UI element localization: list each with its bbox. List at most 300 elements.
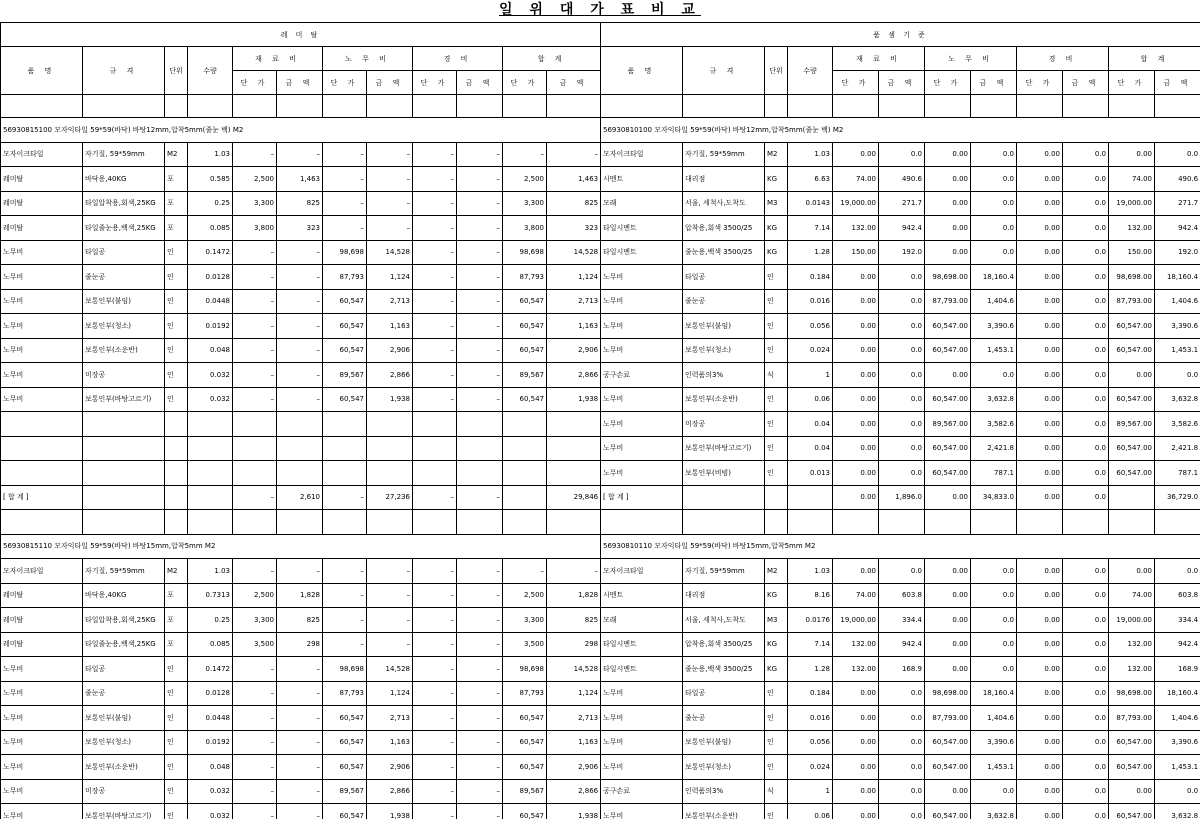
table-cell <box>323 461 367 486</box>
table-cell: 98,698.00 <box>925 681 971 706</box>
blank-cell <box>165 510 188 535</box>
table-row <box>1 216 601 241</box>
table-cell: 0.00 <box>833 142 879 167</box>
table-cell: 0.00 <box>925 632 971 657</box>
table-cell: 0.0 <box>971 559 1017 584</box>
table-cell: 노무비 <box>1 314 83 339</box>
table-cell: 0.00 <box>925 363 971 388</box>
table-cell: 87,793.00 <box>925 289 971 314</box>
table-cell: 인 <box>765 289 788 314</box>
table-cell: 0.0 <box>1063 436 1109 461</box>
blank-row <box>1 95 601 118</box>
table-cell: 0.00 <box>1017 632 1063 657</box>
table-cell: 942.4 <box>1155 216 1200 241</box>
table-cell: 0.024 <box>788 338 833 363</box>
table-cell: – <box>457 289 503 314</box>
table-cell: 14,528 <box>367 240 413 265</box>
table-cell: 인 <box>165 338 188 363</box>
table-cell: 0.0 <box>1063 559 1109 584</box>
table-cell: 0.0 <box>879 363 925 388</box>
table-cell: 1,828 <box>547 583 601 608</box>
table-cell: 0.00 <box>1109 559 1155 584</box>
table-cell: – <box>277 265 323 290</box>
table-cell: 0.0 <box>879 779 925 804</box>
table-cell: 89,567 <box>323 779 367 804</box>
right-cost-table <box>600 22 1200 819</box>
table-cell: – <box>457 142 503 167</box>
table-cell: KG <box>765 240 788 265</box>
blank-cell <box>765 510 788 535</box>
table-cell <box>457 461 503 486</box>
header-qty: 수량 <box>188 47 233 95</box>
table-cell: M3 <box>765 191 788 216</box>
blank-cell <box>83 510 165 535</box>
table-cell: 87,793 <box>503 681 547 706</box>
table-cell: 0.085 <box>188 216 233 241</box>
blank-cell <box>503 510 547 535</box>
table-cell: – <box>457 191 503 216</box>
table-row <box>601 191 1200 216</box>
table-cell: 타일시멘트 <box>601 657 683 682</box>
blank-cell <box>547 510 601 535</box>
table-cell: – <box>457 583 503 608</box>
table-cell: 0.0 <box>971 657 1017 682</box>
table-cell: 줄눈용,백색 3500/25 <box>683 657 765 682</box>
table-cell: 334.4 <box>1155 608 1200 633</box>
total-cell <box>788 485 833 510</box>
table-cell: 0.00 <box>1017 363 1063 388</box>
table-cell: 레미탈 <box>1 167 83 192</box>
table-cell: 0.25 <box>188 191 233 216</box>
table-cell <box>188 461 233 486</box>
table-cell: – <box>413 559 457 584</box>
table-cell: 0.0 <box>879 436 925 461</box>
table-cell: 0.00 <box>1017 730 1063 755</box>
total-cell: 0.00 <box>925 485 971 510</box>
table-cell: 노무비 <box>1 657 83 682</box>
table-cell: 1.03 <box>788 559 833 584</box>
table-cell: – <box>413 657 457 682</box>
table-cell: 0.25 <box>188 608 233 633</box>
table-cell: 인 <box>765 755 788 780</box>
table-cell: M3 <box>765 608 788 633</box>
table-cell: 모자이크타일 <box>601 559 683 584</box>
table-cell: 0.0 <box>971 191 1017 216</box>
table-cell: – <box>367 191 413 216</box>
table-row <box>601 632 1200 657</box>
table-cell: 1.03 <box>188 559 233 584</box>
table-row <box>601 314 1200 339</box>
table-cell: 타일시멘트 <box>601 240 683 265</box>
table-cell: 1,828 <box>277 583 323 608</box>
table-cell: 0.00 <box>925 583 971 608</box>
table-cell <box>83 436 165 461</box>
table-cell: 0.0 <box>879 387 925 412</box>
table-cell: – <box>233 559 277 584</box>
table-cell: – <box>413 804 457 819</box>
table-cell: 0.0 <box>1063 706 1109 731</box>
table-row <box>1 804 601 819</box>
table-cell: 1,124 <box>547 265 601 290</box>
table-cell: 인 <box>765 265 788 290</box>
table-cell: KG <box>765 657 788 682</box>
table-cell: 1,124 <box>367 265 413 290</box>
blank-cell <box>1109 95 1155 118</box>
header-unit-price: 단 가 <box>413 71 457 95</box>
table-cell: 60,547 <box>323 804 367 819</box>
table-cell: – <box>367 167 413 192</box>
blank-cell <box>188 95 233 118</box>
table-cell: 1,404.6 <box>1155 706 1200 731</box>
table-cell: 98,698 <box>323 657 367 682</box>
table-cell: 0.00 <box>1017 804 1063 819</box>
blank-cell <box>165 95 188 118</box>
table-cell: 60,547 <box>503 755 547 780</box>
table-cell: 0.00 <box>833 559 879 584</box>
table-cell: 식 <box>765 363 788 388</box>
header-unit-price: 단 가 <box>323 71 367 95</box>
table-cell: 인 <box>165 387 188 412</box>
table-cell: 7.14 <box>788 216 833 241</box>
blank-cell <box>1063 510 1109 535</box>
blank-cell <box>1 510 83 535</box>
table-cell: 2,866 <box>547 779 601 804</box>
table-cell: – <box>457 706 503 731</box>
table-cell: – <box>277 779 323 804</box>
table-cell: 0.0 <box>1063 632 1109 657</box>
table-cell: 60,547 <box>503 314 547 339</box>
table-cell <box>323 412 367 437</box>
header-unit-price: 단 가 <box>233 71 277 95</box>
table-cell: 노무비 <box>1 730 83 755</box>
table-cell: 0.00 <box>1017 216 1063 241</box>
table-cell <box>277 412 323 437</box>
table-cell <box>413 436 457 461</box>
table-cell <box>367 461 413 486</box>
table-cell: 0.00 <box>925 657 971 682</box>
total-cell <box>165 485 188 510</box>
table-cell: 1 <box>788 779 833 804</box>
table-cell: 인 <box>165 779 188 804</box>
table-cell <box>1 412 83 437</box>
table-cell: 18,160.4 <box>1155 681 1200 706</box>
table-row <box>601 681 1200 706</box>
table-cell: 87,793 <box>323 681 367 706</box>
table-cell: 0.184 <box>788 265 833 290</box>
table-cell: 0.00 <box>833 265 879 290</box>
blank-cell <box>879 510 925 535</box>
table-cell: 0.0 <box>1155 142 1200 167</box>
table-cell: 0.016 <box>788 706 833 731</box>
table-cell <box>233 436 277 461</box>
table-cell: 0.032 <box>188 779 233 804</box>
blank-cell <box>1 95 83 118</box>
header-amount: 금 액 <box>367 71 413 95</box>
blank-cell <box>323 95 367 118</box>
header-unit-price: 단 가 <box>833 71 879 95</box>
table-cell <box>547 412 601 437</box>
table-cell: 0.032 <box>188 363 233 388</box>
table-row <box>601 265 1200 290</box>
table-cell: 0.00 <box>833 314 879 339</box>
table-cell: – <box>413 779 457 804</box>
table-cell: 825 <box>547 191 601 216</box>
table-cell: 1,453.1 <box>1155 338 1200 363</box>
table-cell: 자기질, 59*59mm <box>83 142 165 167</box>
table-cell: 2,500 <box>233 583 277 608</box>
table-cell: – <box>277 240 323 265</box>
table-cell: 공구손료 <box>601 363 683 388</box>
table-cell: 0.0192 <box>188 314 233 339</box>
table-cell: 타일시멘트 <box>601 216 683 241</box>
blank-cell <box>879 95 925 118</box>
table-cell: 1.03 <box>188 142 233 167</box>
table-cell: 3,632.8 <box>971 804 1017 819</box>
header-spec: 규 격 <box>683 47 765 95</box>
table-cell <box>188 436 233 461</box>
table-cell: M2 <box>765 142 788 167</box>
table-cell: 132.00 <box>1109 632 1155 657</box>
table-cell: – <box>233 314 277 339</box>
table-row <box>1 730 601 755</box>
table-cell: 271.7 <box>1155 191 1200 216</box>
table-cell: 0.00 <box>1017 657 1063 682</box>
table-cell: 레미탈 <box>1 632 83 657</box>
table-cell: 0.0 <box>1063 657 1109 682</box>
table-cell: 60,547.00 <box>1109 755 1155 780</box>
table-cell <box>367 436 413 461</box>
table-cell: 노무비 <box>1 779 83 804</box>
table-cell: 타일공 <box>683 681 765 706</box>
table-cell: 18,160.4 <box>971 265 1017 290</box>
table-cell: 0.00 <box>1017 240 1063 265</box>
total-row <box>1 485 601 510</box>
header-amount: 금 액 <box>879 71 925 95</box>
table-cell: 490.6 <box>879 167 925 192</box>
table-cell: 0.0 <box>1155 363 1200 388</box>
table-header-row <box>601 47 1200 71</box>
table-cell: 2,421.8 <box>1155 436 1200 461</box>
table-cell: 0.0 <box>1063 142 1109 167</box>
table-cell: 98,698 <box>323 240 367 265</box>
total-cell <box>503 485 547 510</box>
table-cell: 825 <box>547 608 601 633</box>
table-cell: 0.0 <box>1063 608 1109 633</box>
table-cell: 1.28 <box>788 657 833 682</box>
table-cell: 0.085 <box>188 632 233 657</box>
table-cell: 0.0143 <box>788 191 833 216</box>
table-cell: 노무비 <box>601 681 683 706</box>
table-row <box>1 583 601 608</box>
table-cell: 1,404.6 <box>971 289 1017 314</box>
table-cell: 인 <box>165 363 188 388</box>
table-cell: 인 <box>765 412 788 437</box>
table-cell: 식 <box>765 779 788 804</box>
table-cell: 0.0 <box>971 363 1017 388</box>
table-cell: 603.8 <box>1155 583 1200 608</box>
table-cell: 132.00 <box>1109 216 1155 241</box>
table-cell: 7.14 <box>788 632 833 657</box>
blank-row <box>601 510 1200 535</box>
table-cell: 노무비 <box>1 289 83 314</box>
table-cell: 노무비 <box>601 338 683 363</box>
table-row <box>1 436 601 461</box>
table-cell: 60,547 <box>323 755 367 780</box>
table-cell: 포 <box>165 632 188 657</box>
table-cell: 3,500 <box>233 632 277 657</box>
table-cell: 인 <box>765 461 788 486</box>
blank-row <box>601 95 1200 118</box>
table-cell: – <box>413 387 457 412</box>
table-cell: – <box>457 240 503 265</box>
table-cell <box>1 436 83 461</box>
table-cell: KG <box>765 583 788 608</box>
table-cell: KG <box>765 167 788 192</box>
table-cell: 0.00 <box>1017 706 1063 731</box>
table-cell: 323 <box>277 216 323 241</box>
table-cell: 60,547.00 <box>925 755 971 780</box>
table-cell: 0.0 <box>879 314 925 339</box>
table-cell: 인력품의3% <box>683 363 765 388</box>
table-cell: 보통인부(소운반) <box>683 804 765 819</box>
table-cell: 0.00 <box>1017 412 1063 437</box>
table-cell <box>83 461 165 486</box>
table-cell: 74.00 <box>833 583 879 608</box>
table-cell: 0.0 <box>971 142 1017 167</box>
table-cell: 60,547.00 <box>1109 314 1155 339</box>
table-cell: 노무비 <box>601 461 683 486</box>
table-cell: 0.0 <box>879 265 925 290</box>
table-cell <box>547 436 601 461</box>
table-cell: 603.8 <box>879 583 925 608</box>
table-cell: 942.4 <box>1155 632 1200 657</box>
table-cell: 타일줄눈용,백색,25KG <box>83 216 165 241</box>
table-cell: 인 <box>165 265 188 290</box>
table-cell <box>503 412 547 437</box>
table-cell: 60,547 <box>503 387 547 412</box>
blank-cell <box>601 510 683 535</box>
table-cell: 보통인부(소운반) <box>683 387 765 412</box>
table-cell: 0.0 <box>879 461 925 486</box>
table-cell: 0.00 <box>833 387 879 412</box>
table-cell: 132.00 <box>833 216 879 241</box>
table-cell: 98,698.00 <box>1109 265 1155 290</box>
table-cell: 0.0 <box>971 216 1017 241</box>
table-cell: 0.00 <box>1017 338 1063 363</box>
table-cell: – <box>413 167 457 192</box>
table-cell: 60,547 <box>323 289 367 314</box>
header-amount: 금 액 <box>547 71 601 95</box>
blank-cell <box>413 95 457 118</box>
table-cell: – <box>457 363 503 388</box>
table-cell: 60,547.00 <box>925 338 971 363</box>
table-row <box>601 142 1200 167</box>
table-cell: 87,793.00 <box>1109 706 1155 731</box>
blank-cell <box>457 510 503 535</box>
table-cell: 0.00 <box>833 289 879 314</box>
table-cell: 0.06 <box>788 804 833 819</box>
table-cell: 타일압착용,회색,25KG <box>83 608 165 633</box>
table-cell: 레미탈 <box>1 583 83 608</box>
table-cell: 0.00 <box>1017 314 1063 339</box>
table-row <box>601 755 1200 780</box>
table-row <box>1 265 601 290</box>
table-row <box>601 363 1200 388</box>
table-cell: 노무비 <box>1 265 83 290</box>
blank-cell <box>925 95 971 118</box>
total-cell <box>765 485 788 510</box>
table-cell: 0.00 <box>1017 681 1063 706</box>
table-cell: 60,547.00 <box>925 804 971 819</box>
left-cost-table <box>0 22 600 819</box>
table-cell: 298 <box>547 632 601 657</box>
table-cell: 0.0 <box>879 338 925 363</box>
table-cell: 0.0 <box>879 730 925 755</box>
table-cell: 0.0 <box>1063 216 1109 241</box>
table-cell: 0.0 <box>1063 755 1109 780</box>
table-cell: 0.0176 <box>788 608 833 633</box>
table-cell: 1,453.1 <box>971 338 1017 363</box>
table-cell: 줄눈공 <box>683 289 765 314</box>
table-cell: 인 <box>165 240 188 265</box>
section-title: 56930815100 모자익타일 59*59(바닥) 바탕12mm,압착5mm(줄눈 백) M2 <box>1 118 601 143</box>
table-cell: 자기질, 59*59mm <box>83 559 165 584</box>
table-cell: 노무비 <box>1 387 83 412</box>
table-cell: 0.056 <box>788 314 833 339</box>
table-cell: 98,698.00 <box>1109 681 1155 706</box>
table-cell: – <box>323 632 367 657</box>
header-amount: 금 액 <box>277 71 323 95</box>
table-cell <box>413 461 457 486</box>
table-cell: 레미탈 <box>1 191 83 216</box>
table-cell: 1,938 <box>367 387 413 412</box>
table-cell: 0.0 <box>879 755 925 780</box>
table-cell: 60,547 <box>323 338 367 363</box>
blank-cell <box>1109 510 1155 535</box>
table-cell: 0.0 <box>879 559 925 584</box>
table-cell: 1,163 <box>547 730 601 755</box>
table-cell: 0.00 <box>1017 779 1063 804</box>
table-cell <box>323 436 367 461</box>
left-table-panel <box>0 22 600 819</box>
table-cell: 미장공 <box>83 779 165 804</box>
table-cell: – <box>233 338 277 363</box>
table-cell: – <box>277 681 323 706</box>
table-cell <box>413 412 457 437</box>
table-cell: 3,300 <box>233 191 277 216</box>
table-cell: 3,800 <box>503 216 547 241</box>
table-cell: – <box>277 730 323 755</box>
total-cell: [ 합 계 ] <box>601 485 683 510</box>
table-cell: – <box>413 240 457 265</box>
table-cell: 87,793 <box>323 265 367 290</box>
table-cell: 타일공 <box>683 265 765 290</box>
table-cell: – <box>323 167 367 192</box>
table-cell: 인 <box>765 314 788 339</box>
total-cell: 0.00 <box>1017 485 1063 510</box>
table-cell: 87,793.00 <box>925 706 971 731</box>
table-cell: 0.0192 <box>188 730 233 755</box>
table-cell: – <box>457 755 503 780</box>
table-cell: 19,000.00 <box>833 191 879 216</box>
table-row <box>1 142 601 167</box>
table-cell: 인 <box>765 387 788 412</box>
header-unit-price: 단 가 <box>1017 71 1063 95</box>
table-cell: – <box>277 755 323 780</box>
table-cell: 0.00 <box>1017 461 1063 486</box>
table-cell: – <box>413 216 457 241</box>
table-cell: 0.032 <box>188 804 233 819</box>
